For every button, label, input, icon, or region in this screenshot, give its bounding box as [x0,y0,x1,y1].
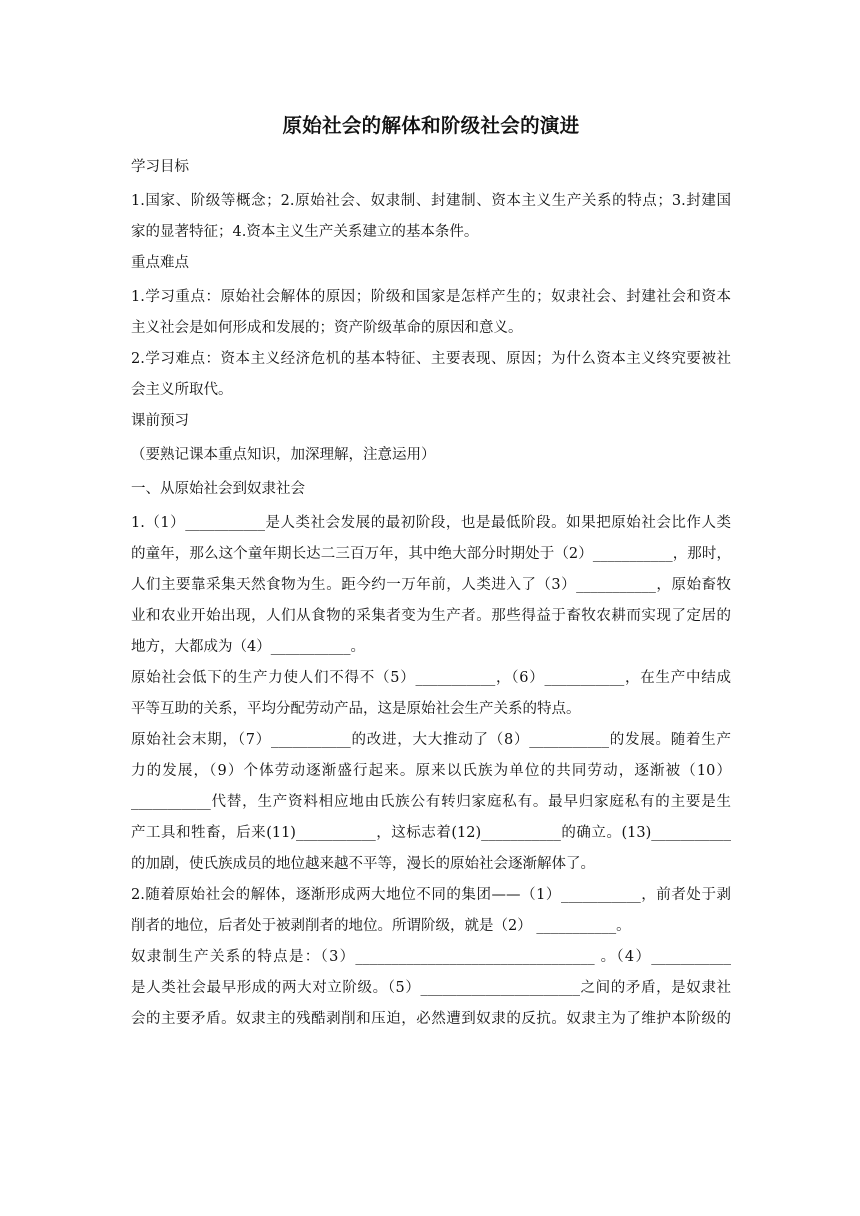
q1-line-2: 的童年，那么这个童年期长达二三百万年，其中绝大部分时期处于（2）___________，那时， [131,546,731,562]
q1-line-9: 力的发展，（9）个体劳动逐渐盛行起来。原来以氏族为单位的共同劳动，逐渐被（10） [131,763,731,779]
q1-line-12: 的加剧，使氏族成员的地位越来越不平等，漫长的原始社会逐渐解体了。 [131,856,595,872]
preview-note: （要熟记课本重点知识，加深理解，注意运用） [131,447,436,463]
heading-preview: 课前预习 [131,413,189,429]
heading-key-difficulties: 重点难点 [131,255,189,271]
q2-line-4: 是人类社会最早形成的两大对立阶级。（5）______________________之间的矛盾，是奴隶社 [131,980,731,996]
q2-line-5: 会的主要矛盾。奴隶主的残酷剥削和压迫，必然遭到奴隶的反抗。奴隶主为了维护本阶级的 [131,1011,731,1027]
q2-line-3: 奴隶制生产关系的特点是：（3）_________________________________ 。（4）___________ [131,949,731,965]
q1-line-10: ___________代替，生产资料相应地由氏族公有转归家庭私有。最早归家庭私有的主要是生 [131,794,731,810]
goals-line-1: 1.国家、阶级等概念；2.原始社会、奴隶制、封建制、资本主义生产关系的特点；3.封建国 [131,193,731,209]
q1-line-5: 地方，大都成为（4）___________。 [131,639,365,655]
difficulty-line-1: 2.学习难点：资本主义经济危机的基本特征、主要表现、原因；为什么资本主义终究要被社 [131,351,731,367]
q1-line-11: 产工具和牲畜，后来(11)___________，这标志着(12)___________的确立。(13)___________ [131,825,731,841]
document-title: 原始社会的解体和阶级社会的演进 [282,114,580,137]
q1-line-3: 人们主要靠采集天然食物为生。距今约一万年前，人类进入了（3）___________，原始畜牧 [131,577,731,593]
q2-line-1: 2.随着原始社会的解体，逐渐形成两大地位不同的集团——（1）___________，前者处于剥 [131,887,731,903]
document-content [131,112,731,1035]
difficulty-line-2: 会主义所取代。 [131,382,233,398]
goals-line-2: 家的显著特征；4.资本主义生产关系建立的基本条件。 [131,224,479,240]
q2-line-2: 削者的地位，后者处于被剥削者的地位。所谓阶级，就是（2） ___________。 [131,918,631,934]
key-point-line-2: 主义社会是如何形成和发展的；资产阶级革命的原因和意义。 [131,320,523,336]
q1-line-6: 原始社会低下的生产力使人们不得不（5）___________，（6）___________，在生产中结成 [131,670,731,686]
q1-line-4: 业和农业开始出现，人们从食物的采集者变为生产者。那些得益于畜牧农耕而实现了定居的 [131,608,731,624]
section-one-heading: 一、从原始社会到奴隶社会 [131,481,305,497]
q1-line-1: 1.（1）___________是人类社会发展的最初阶段，也是最低阶段。如果把原始社会比作人类 [131,515,731,531]
heading-learning-goals: 学习目标 [131,159,189,175]
q1-line-8: 原始社会末期，（7）___________的改进，大大推动了（8）___________的发展。随着生产 [131,732,731,748]
q1-line-7: 平等互助的关系，平均分配劳动产品，这是原始社会生产关系的特点。 [131,701,581,717]
key-point-line-1: 1.学习重点：原始社会解体的原因；阶级和国家是怎样产生的；奴隶社会、封建社会和资本 [131,289,731,305]
document-body [131,152,731,1035]
